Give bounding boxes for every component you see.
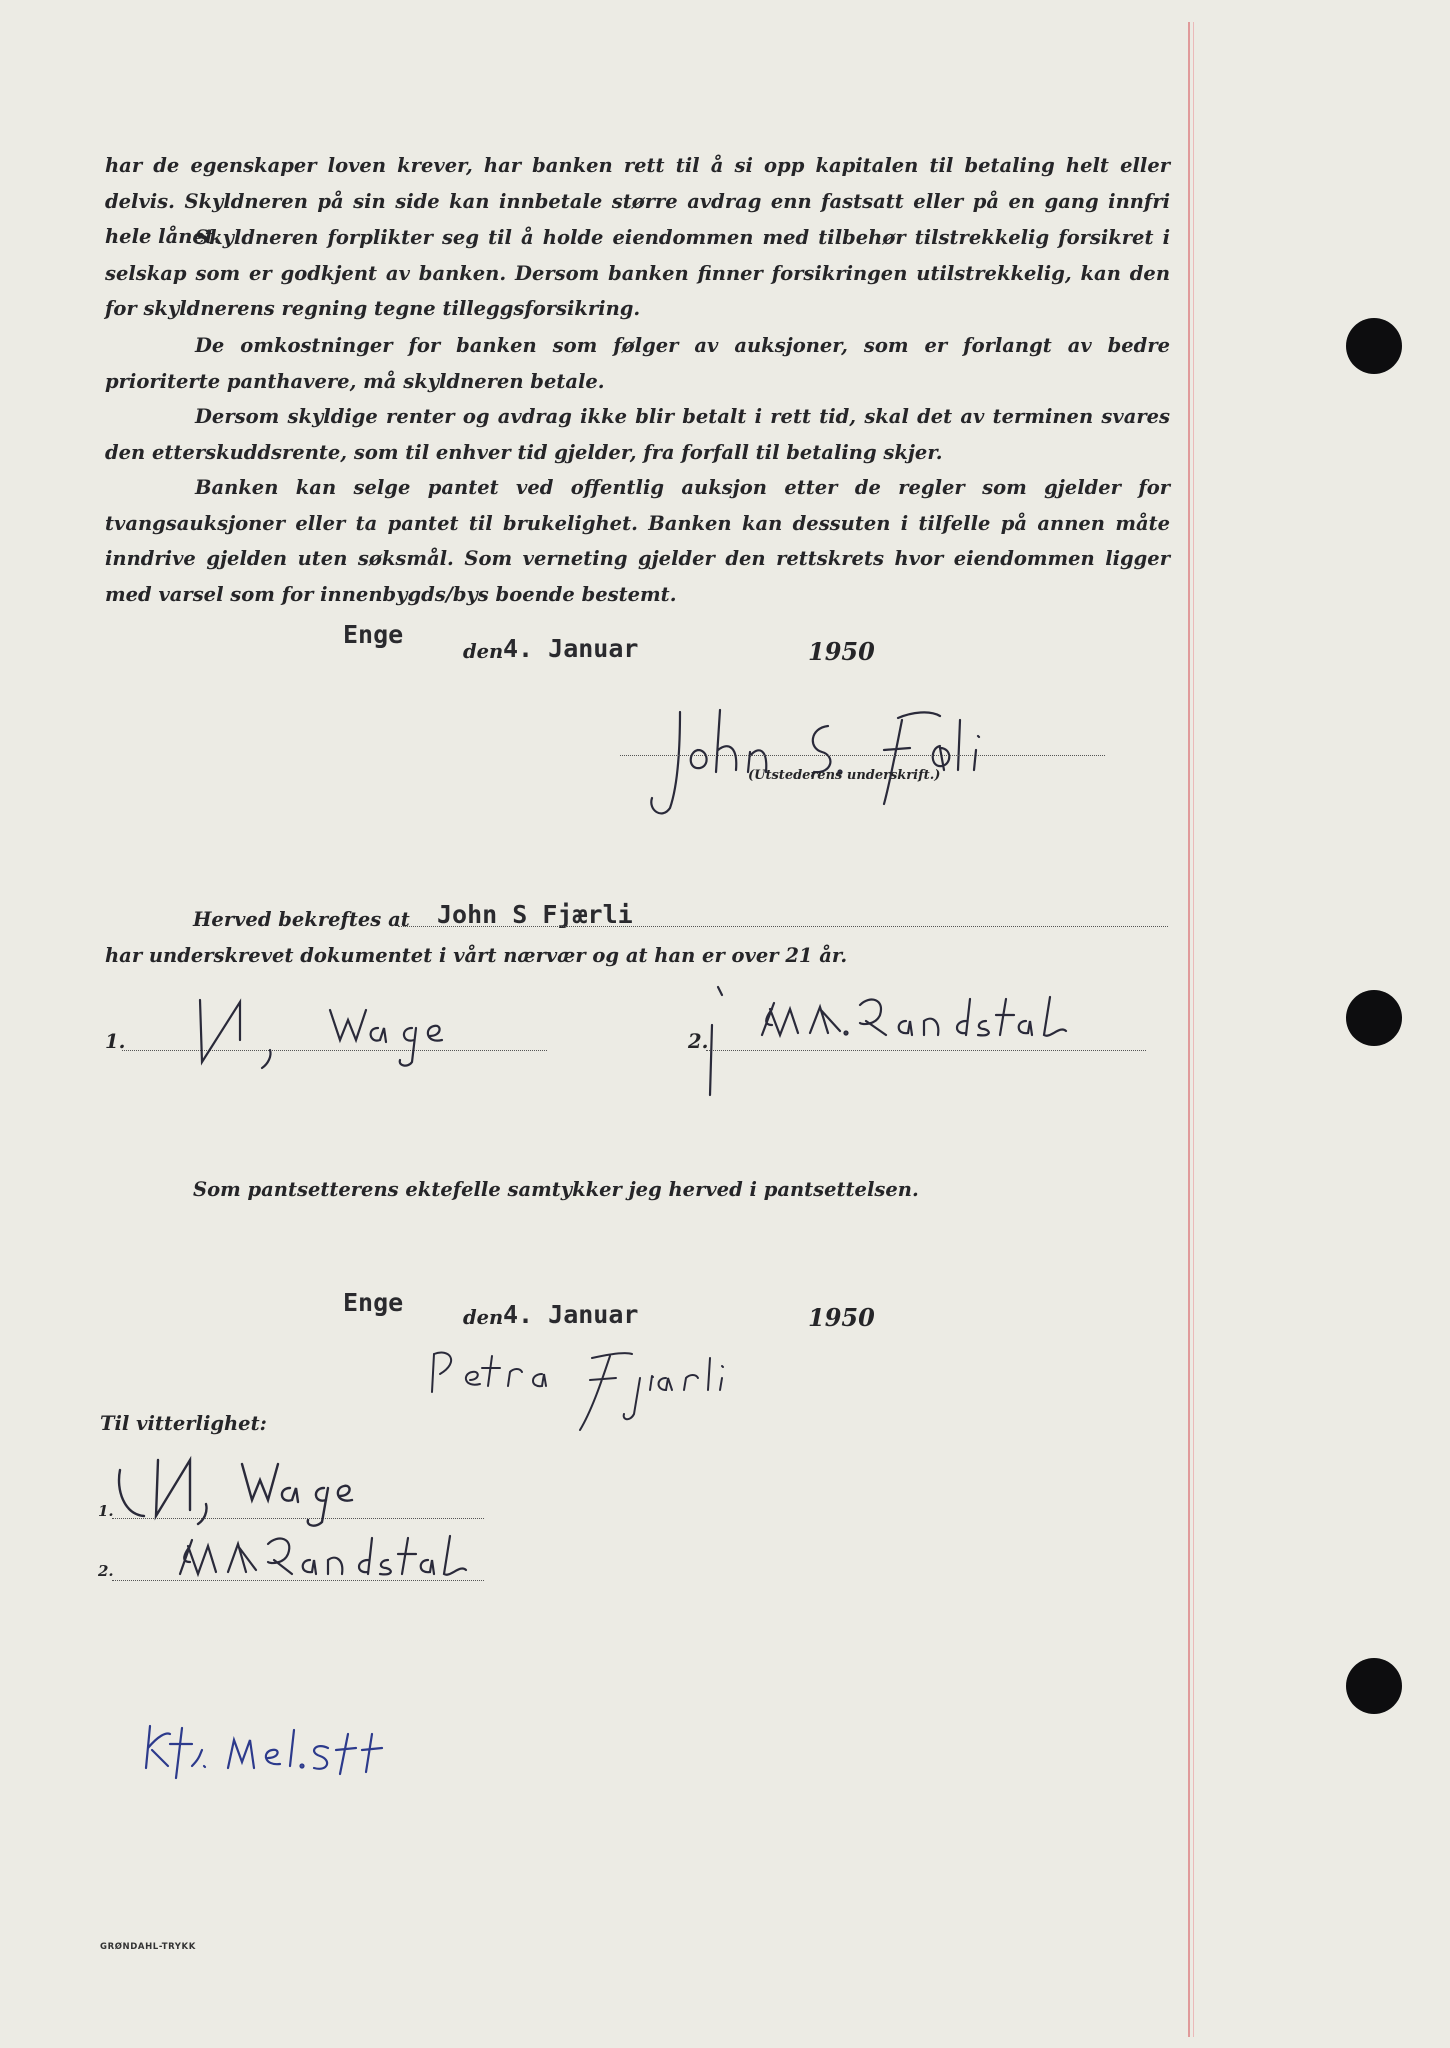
printer-mark: GRØNDAHL-TRYKK <box>100 1942 196 1952</box>
witness-1-signature <box>180 980 500 1070</box>
paragraph-2: Skyldneren forplikter seg til å holde eiendommen med tilbehør tilstrekkelig forsikret i selskap som er godkjent av banken. Dersom banken finner forsikringen utilstrekkelig, kan den for skyldnerens regning tegne tilleggsforsikring. <box>105 226 1170 320</box>
punch-hole <box>1346 990 1402 1046</box>
witness-1-number: 1. <box>105 1030 126 1053</box>
date-1: 4. Januar <box>503 634 639 663</box>
spouse-signature <box>420 1340 760 1440</box>
confirm-label: Herved bekreftes at <box>193 908 410 931</box>
date-2: 4. Januar <box>503 1300 639 1329</box>
year-1: 1950 <box>808 637 875 666</box>
paragraph-4: Dersom skyldige renter og avdrag ikke blir betalt i rett tid, skal det av terminen svares den etterskuddsrente, som til enhver tid gjelder, fra forfall til betaling skjer. <box>105 405 1170 464</box>
year-2: 1950 <box>808 1303 875 1332</box>
red-margin-line <box>1188 22 1190 2037</box>
place-1: Enge <box>343 620 404 649</box>
confirm-line <box>398 926 1168 927</box>
paragraph-3: De omkostninger for banken som følger av auksjoner, som er forlangt av bedre prioriterte panthavere, må skyldneren betale. <box>105 334 1170 393</box>
paragraph-5: Banken kan selge pantet ved offentlig auksjon etter de regler som gjelder for tvangsauksjoner eller ta pantet til brukelighet. Banken kan dessuten i tilfelle på annen måte inndrive gjelden uten søksmål. Som verneting gjelder den rettskrets hvor eiendommen ligger med varsel som for innenbygds/bys boende bestemt. <box>105 476 1170 606</box>
place-2: Enge <box>343 1288 404 1317</box>
issuer-signature-line <box>620 755 1105 756</box>
red-margin-line-secondary <box>1193 22 1194 2037</box>
witness-2-signature <box>710 985 1130 1095</box>
til-vitterlighet-label: Til vitterlighet: <box>100 1412 267 1435</box>
confirm-text: har underskrevet dokumentet i vårt nærvær og at han er over 21 år. <box>105 944 848 967</box>
confirmed-name: John S Fjærli <box>437 900 633 929</box>
vitne-2-number: 2. <box>98 1562 114 1580</box>
reference-note-signature <box>140 1710 400 1790</box>
vitne-1-signature <box>110 1440 390 1530</box>
issuer-signature-label: (Utstederens underskrift.) <box>748 768 941 783</box>
spouse-consent-text: Som pantsetterens ektefelle samtykker jeg herved i pantsettelsen. <box>193 1178 919 1201</box>
punch-hole <box>1346 1658 1402 1714</box>
vitne-2-signature <box>150 1528 530 1608</box>
punch-hole <box>1346 318 1402 374</box>
den-label-1: den <box>463 640 504 663</box>
vitne-1-number: 1. <box>98 1502 114 1520</box>
witness-2-number: 2. <box>688 1030 709 1053</box>
den-label-2: den <box>463 1306 504 1329</box>
paragraph-1: har de egenskaper loven krever, har banken rett til å si opp kapitalen til betaling helt eller delvis. Skyldneren på sin side kan innbetale større avdrag enn fastsatt eller på en gang innfri hele lånet. <box>105 154 1170 248</box>
